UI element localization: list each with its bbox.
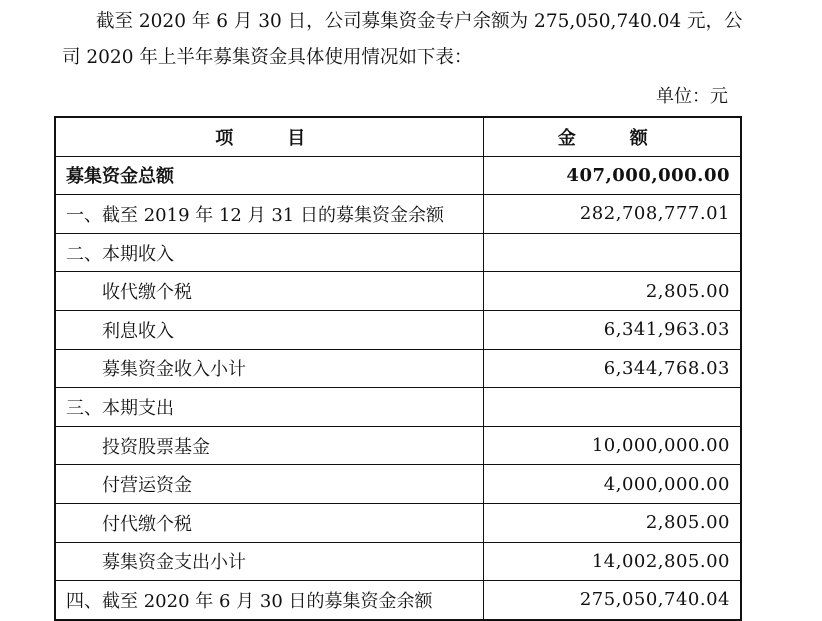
- row-label: 收代缴个税: [55, 272, 483, 311]
- table-row: [55, 426, 741, 465]
- fund-usage-table: [54, 116, 742, 621]
- row-amount: 6,344,768.03: [483, 349, 741, 388]
- row-amount: 10,000,000.00: [483, 426, 741, 465]
- table-row: [55, 465, 741, 504]
- row-amount: 2,805.00: [483, 272, 741, 311]
- table-row: [55, 310, 741, 349]
- row-amount: 14,002,805.00: [483, 542, 741, 581]
- row-amount: 407,000,000.00: [483, 156, 741, 195]
- row-amount: 6,341,963.03: [483, 310, 741, 349]
- row-amount: 2,805.00: [483, 503, 741, 542]
- row-label: 募集资金支出小计: [55, 542, 483, 581]
- row-label: 一、截至 2019 年 12 月 31 日的募集资金余额: [55, 195, 483, 234]
- header-amount: 金 额: [483, 117, 741, 156]
- row-label: 募集资金总额: [55, 156, 483, 195]
- row-label: 付营运资金: [55, 465, 483, 504]
- table-row: [55, 503, 741, 542]
- table-row-expense-section: [55, 388, 741, 427]
- table-row-expense-subtotal: [55, 542, 741, 581]
- table-row-income-subtotal: [55, 349, 741, 388]
- row-amount: 275,050,740.04: [483, 581, 741, 620]
- row-label: 募集资金收入小计: [55, 349, 483, 388]
- row-amount: [483, 388, 741, 427]
- intro-line-2: 司 2020 年上半年募集资金具体使用情况如下表：: [62, 47, 473, 68]
- unit-label: 单位：元: [656, 86, 728, 107]
- row-label: 投资股票基金: [55, 426, 483, 465]
- row-label: 付代缴个税: [55, 503, 483, 542]
- intro-line-1: 截至 2020 年 6 月 30 日，公司募集资金专户余额为 275,050,740.04 元，公: [96, 11, 743, 32]
- row-label: 三、本期支出: [55, 388, 483, 427]
- table-row-income-section: [55, 233, 741, 272]
- intro-paragraph: [62, 4, 742, 76]
- table-row: [55, 272, 741, 311]
- row-amount: [483, 233, 741, 272]
- row-label: 利息收入: [55, 310, 483, 349]
- row-amount: 282,708,777.01: [483, 195, 741, 234]
- header-item: 项 目: [55, 117, 483, 156]
- table-row-total-raised: [55, 156, 741, 195]
- table-row-closing-balance: [55, 581, 741, 620]
- row-label: 四、截至 2020 年 6 月 30 日的募集资金余额: [55, 581, 483, 620]
- row-amount: 4,000,000.00: [483, 465, 741, 504]
- row-label: 二、本期收入: [55, 233, 483, 272]
- table-header-row: [55, 117, 741, 156]
- table-row-opening-balance: [55, 195, 741, 234]
